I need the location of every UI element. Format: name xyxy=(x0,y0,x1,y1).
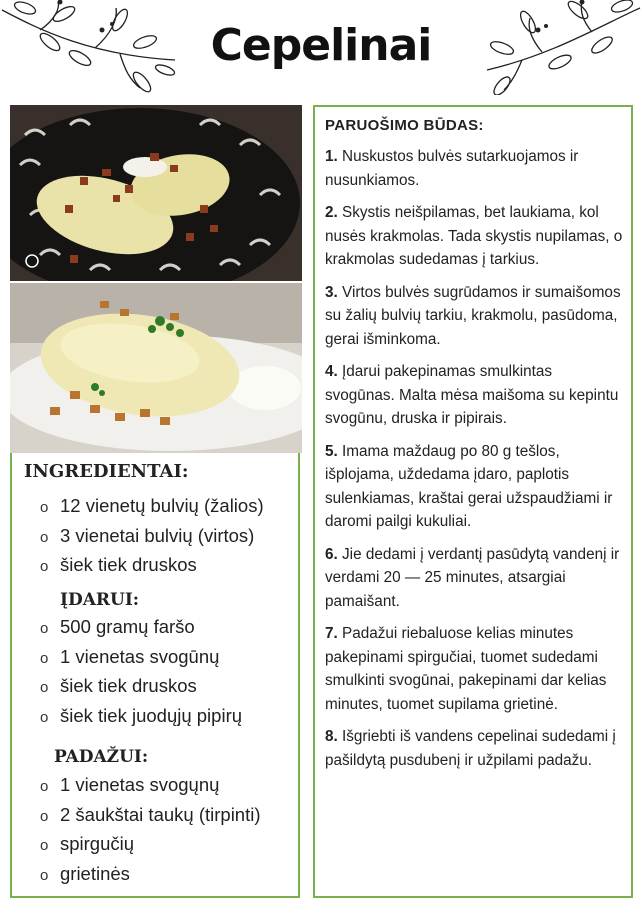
ingredients-panel xyxy=(10,453,300,898)
ingredients-heading: INGREDIENTAI: xyxy=(24,461,189,482)
preparation-heading: PARUOŠIMO BŪDAS: xyxy=(325,117,484,134)
step-text: Nuskustos bulvės sutarkuojamos ir nusunkiamos. xyxy=(325,148,579,189)
step-number: 1. xyxy=(325,148,338,165)
list-item: o spirgučių xyxy=(40,830,261,860)
list-item: o 500 gramų faršo xyxy=(40,613,242,643)
preparation-panel xyxy=(313,105,633,898)
step-text: Įdarui pakepinamas smulkintas svogūnas. Malta mėsa maišoma su kepintu svogūnu, druska ir pipirais. xyxy=(325,363,619,427)
step-text: Imama maždaug po 80 g tešlos, išplojama, uždedama įdaro, paplotis sulenkiamas, kraštai gerai užspaudžiami ir daromi pailgi kukuliai. xyxy=(325,442,613,530)
ingredients-list xyxy=(40,492,264,581)
filling-list xyxy=(40,613,242,731)
step-4 xyxy=(325,360,625,431)
list-item: o šiek tiek druskos xyxy=(40,551,264,581)
step-number: 8. xyxy=(325,728,338,745)
list-item: o grietinės xyxy=(40,860,261,890)
sauce-heading: PADAŽUI: xyxy=(54,747,149,767)
step-number: 4. xyxy=(325,363,338,380)
step-number: 6. xyxy=(325,545,338,563)
step-text: Virtos bulvės sugrūdamos ir sumaišomos su žalių bulvių tarkiu, krakmolu, pasūdoma, gerai išminkoma. xyxy=(325,283,621,348)
list-item: o 1 vienetas svogūnų xyxy=(40,643,242,673)
step-1 xyxy=(325,145,625,192)
step-text: Jie dedami į verdantį pasūdytą vandenį ir verdami 20 — 25 minutes, atsargiai pamaišant. xyxy=(325,545,620,610)
list-item: o 12 vienetų bulvių (žalios) xyxy=(40,492,264,522)
list-item: o 2 šaukštai taukų (tirpinti) xyxy=(40,801,261,831)
cepelinai-photo-bottom xyxy=(10,283,302,453)
step-5 xyxy=(325,440,625,534)
step-7 xyxy=(325,622,625,716)
cepelinai-photo-top xyxy=(10,105,302,281)
step-8 xyxy=(325,725,625,772)
step-3 xyxy=(325,281,625,352)
list-item: o 1 vienetas svogųnų xyxy=(40,771,261,801)
list-item: o šiek tiek juodųjų pipirų xyxy=(40,702,242,732)
step-2 xyxy=(325,201,625,272)
sauce-list xyxy=(40,771,261,889)
step-number: 7. xyxy=(325,625,338,642)
step-6 xyxy=(325,543,625,614)
filling-heading: ĮDARUI: xyxy=(60,590,140,610)
step-text: Padažui riebaluose kelias minutes pakepinami spirgučiai, tuomet sudedami smulkinti svogūnai, pakepinami dar kelias minutes, tuomet supilama grietinė. xyxy=(325,625,607,713)
page-title: Cepelinai xyxy=(210,20,432,71)
step-number: 3. xyxy=(325,283,338,301)
list-item: o 3 vienetai bulvių (virtos) xyxy=(40,522,264,552)
step-number: 2. xyxy=(325,204,338,221)
step-text: Skystis neišpilamas, bet laukiama, kol nusės krakmolas. Tada skystis nupilamas, o krakmolas sudedamas į tarkius. xyxy=(325,204,623,268)
step-number: 5. xyxy=(325,442,338,460)
step-text: Išgriebti iš vandens cepelinai sudedami į pašildytą pusdubenį ir užpilami padažu. xyxy=(325,728,616,769)
list-item: o šiek tiek druskos xyxy=(40,672,242,702)
preparation-steps xyxy=(325,145,625,781)
